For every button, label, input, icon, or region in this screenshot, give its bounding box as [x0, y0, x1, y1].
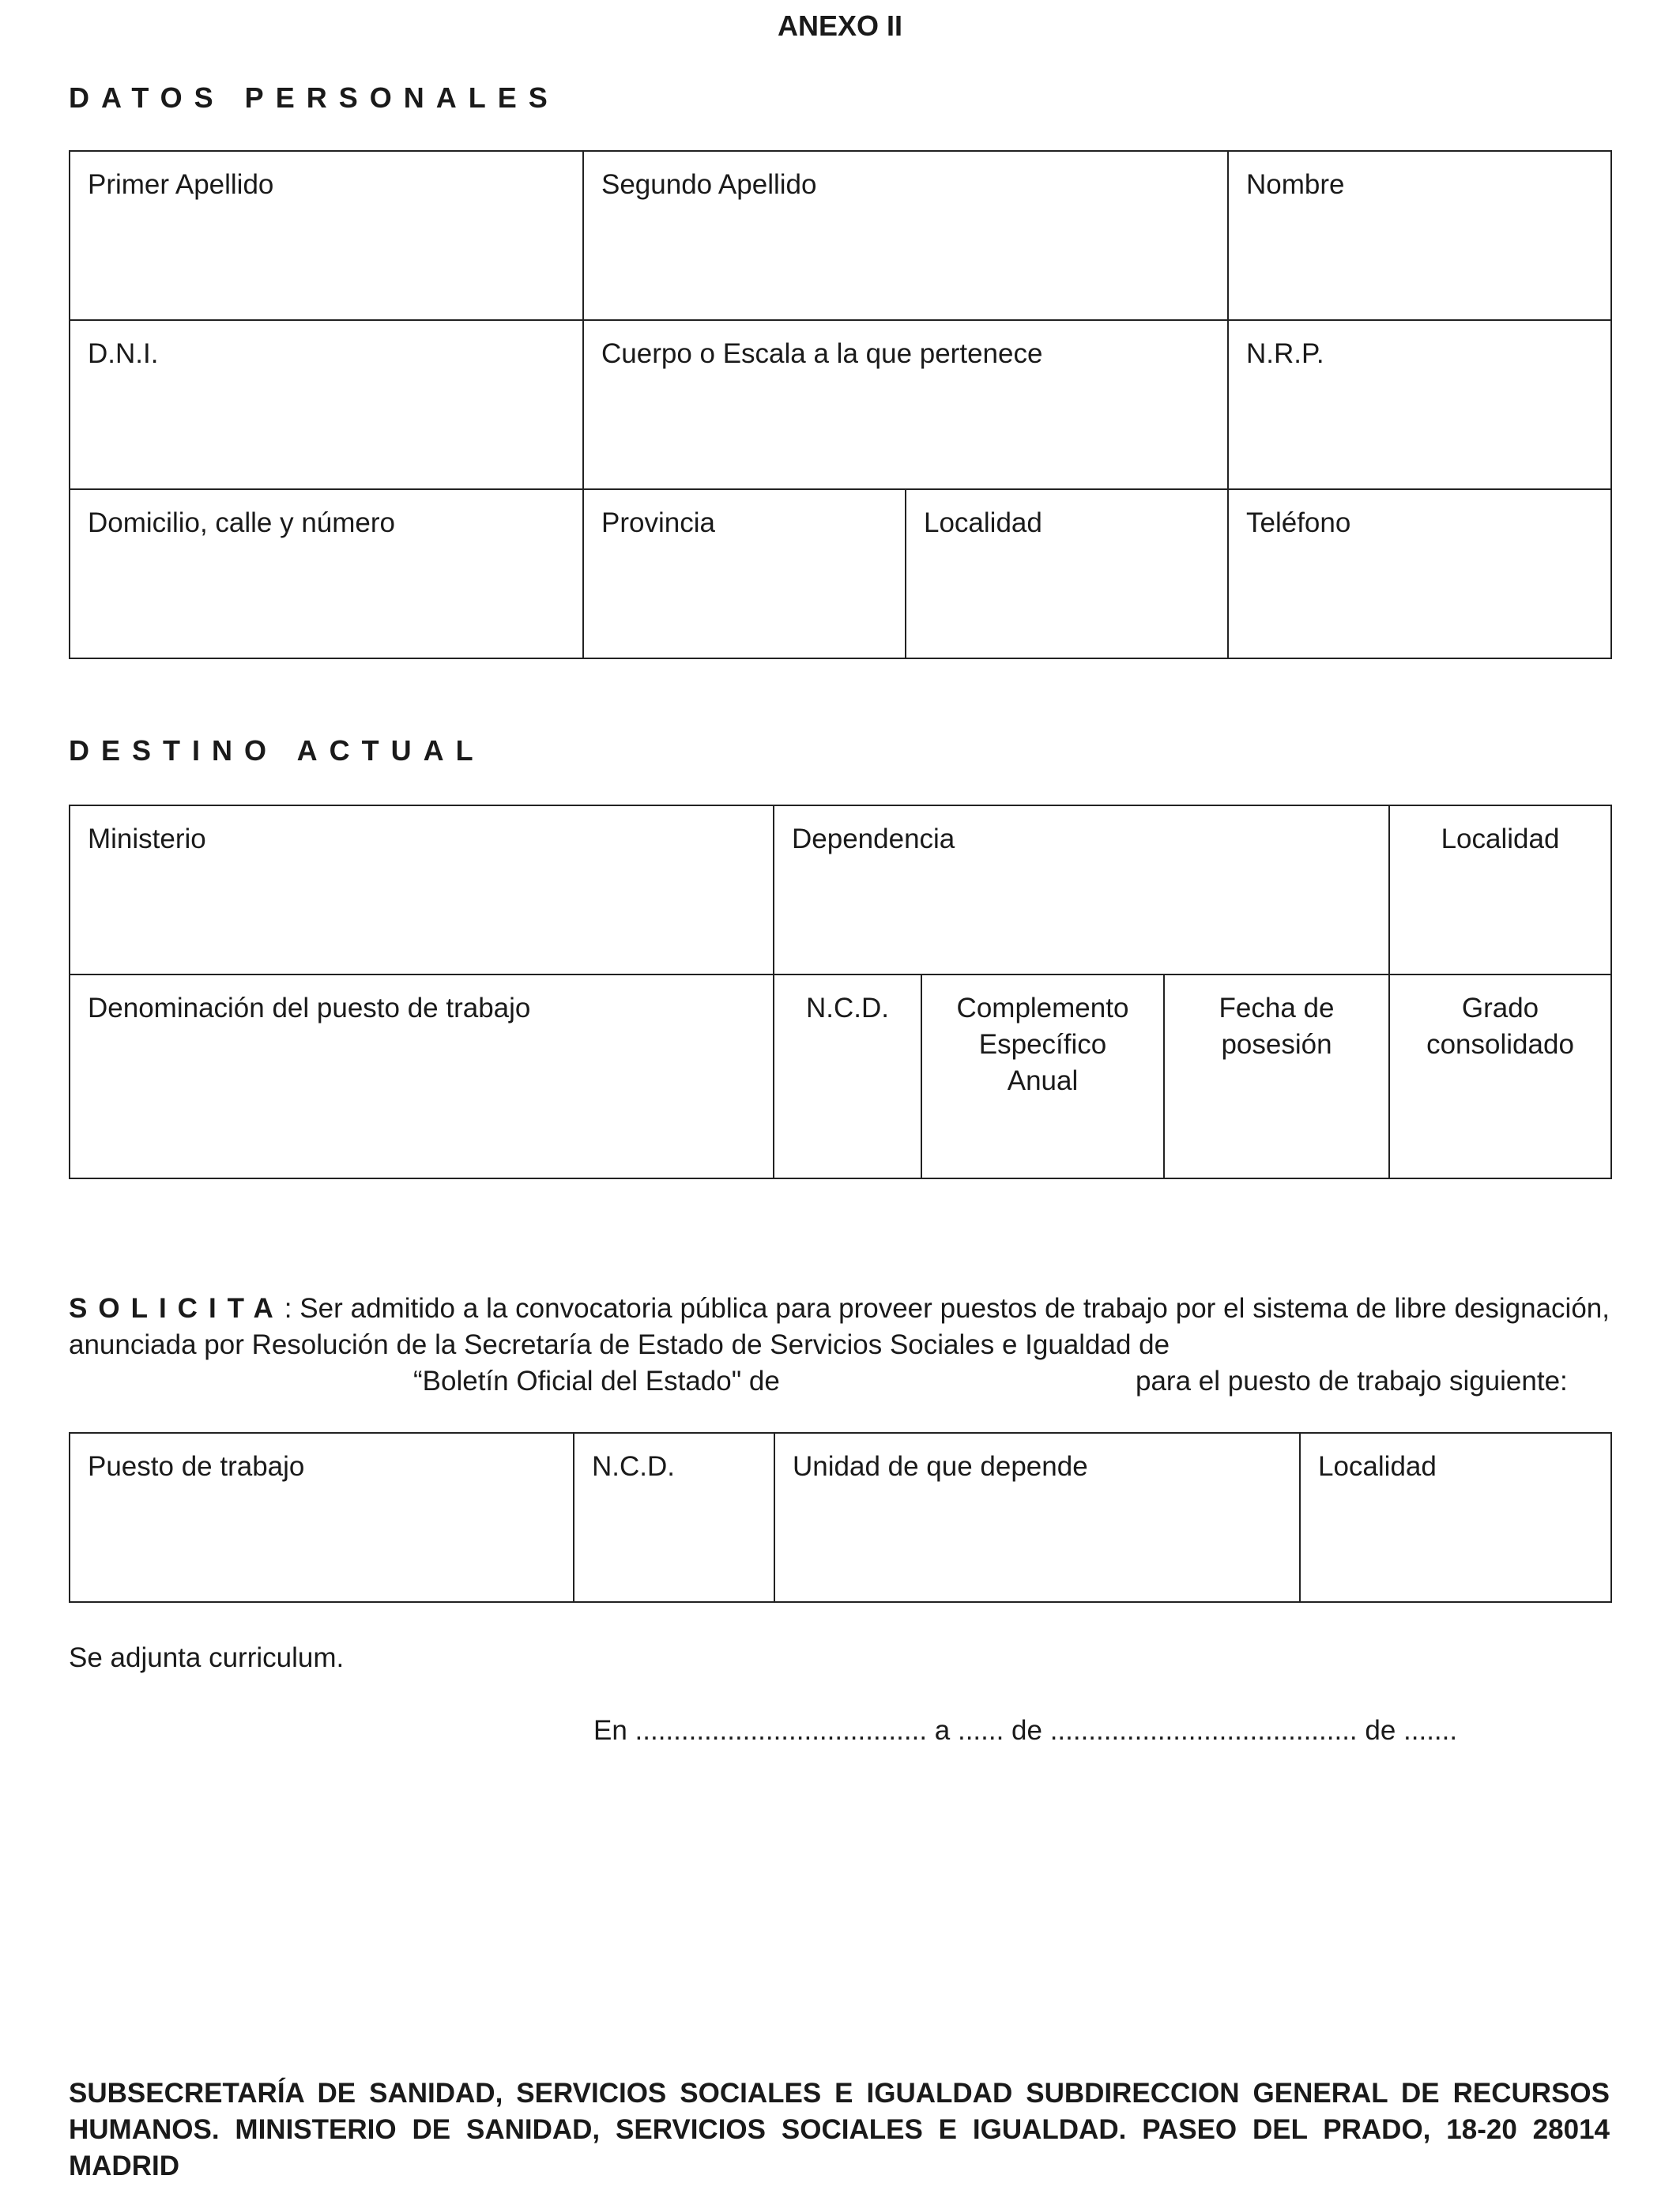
- nombre-label: Nombre: [1246, 169, 1345, 200]
- dni-label: D.N.I.: [88, 338, 159, 369]
- grado-field[interactable]: [1388, 974, 1612, 1179]
- page-title: ANEXO II: [777, 9, 903, 42]
- puesto-localidad-label: Localidad: [1318, 1451, 1437, 1482]
- destino-actual-heading: DESTINO ACTUAL: [69, 734, 485, 767]
- domicilio-label: Domicilio, calle y número: [88, 507, 396, 538]
- localidad-label: Localidad: [924, 507, 1042, 538]
- ministerio-field[interactable]: [69, 805, 774, 975]
- puesto-ncd-field[interactable]: [573, 1432, 775, 1603]
- grado-label: Grado consolidado: [1426, 993, 1574, 1060]
- provincia-field[interactable]: [582, 488, 906, 659]
- footer-address: SUBSECRETARÍA DE SANIDAD, SERVICIOS SOCIALES E IGUALDAD SUBDIRECCION GENERAL DE RECURSOS HUMANOS. MINISTERIO DE SANIDAD, SERVICIOS SOCIALES E IGUALDAD. PASEO DEL PRADO, 18-20 28014 MADRID: [69, 2078, 1610, 2181]
- unidad-label: Unidad de que depende: [793, 1451, 1088, 1482]
- telefono-label: Teléfono: [1246, 507, 1351, 538]
- fecha-posesion-label: Fecha de posesión: [1219, 993, 1335, 1060]
- dependencia-label: Dependencia: [792, 824, 955, 854]
- dni-field[interactable]: [69, 319, 584, 490]
- dependencia-field[interactable]: [773, 805, 1390, 975]
- cuerpo-label: Cuerpo o Escala a la que pertenece: [601, 338, 1043, 369]
- complemento-field[interactable]: [921, 974, 1165, 1179]
- adjunta-text: Se adjunta curriculum.: [69, 1642, 345, 1673]
- puesto-field[interactable]: [69, 1432, 574, 1603]
- nrp-label: N.R.P.: [1246, 338, 1324, 369]
- destino-localidad-label: Localidad: [1441, 824, 1560, 854]
- domicilio-field[interactable]: [69, 488, 584, 659]
- localidad-field[interactable]: [905, 488, 1229, 659]
- segundo-apellido-label: Segundo Apellido: [601, 169, 817, 200]
- telefono-field[interactable]: [1227, 488, 1612, 659]
- date-place-line: En ...................................... a ...... de ........................................ de .......: [593, 1715, 1458, 1746]
- destino-ncd-label: N.C.D.: [806, 993, 889, 1023]
- provincia-label: Provincia: [601, 507, 715, 538]
- solicita-lead: SOLICITA: [69, 1293, 284, 1324]
- nombre-field[interactable]: [1227, 150, 1612, 321]
- solicita-text: : Ser admitido a la convocatoria pública para proveer puestos de trabajo por el sistema de libre designación, anunciada por Resolución de la Secretaría de Estado de Servicios Sociales e Igualdad de: [69, 1293, 1610, 1360]
- fecha-posesion-field[interactable]: [1163, 974, 1390, 1179]
- primer-apellido-label: Primer Apellido: [88, 169, 274, 200]
- solicita-paragraph: [69, 1291, 1610, 1363]
- puesto-ncd-label: N.C.D.: [592, 1451, 675, 1482]
- personal-data-heading: DATOS PERSONALES: [69, 81, 559, 114]
- primer-apellido-field[interactable]: [69, 150, 584, 321]
- ministerio-label: Ministerio: [88, 824, 206, 854]
- destino-localidad-field[interactable]: [1388, 805, 1612, 975]
- destino-ncd-field[interactable]: [773, 974, 922, 1179]
- denominacion-field[interactable]: [69, 974, 774, 1179]
- denominacion-label: Denominación del puesto de trabajo: [88, 993, 531, 1023]
- nrp-field[interactable]: [1227, 319, 1612, 490]
- unidad-field[interactable]: [774, 1432, 1301, 1603]
- puesto-localidad-field[interactable]: [1299, 1432, 1612, 1603]
- puesto-label: Puesto de trabajo: [88, 1451, 305, 1482]
- cuerpo-field[interactable]: [582, 319, 1229, 490]
- segundo-apellido-field[interactable]: [582, 150, 1229, 321]
- boletin-text: “Boletín Oficial del Estado" de: [413, 1366, 780, 1397]
- para-puesto-text: para el puesto de trabajo siguiente:: [1136, 1366, 1568, 1397]
- complemento-label: Complemento Específico Anual: [956, 993, 1129, 1096]
